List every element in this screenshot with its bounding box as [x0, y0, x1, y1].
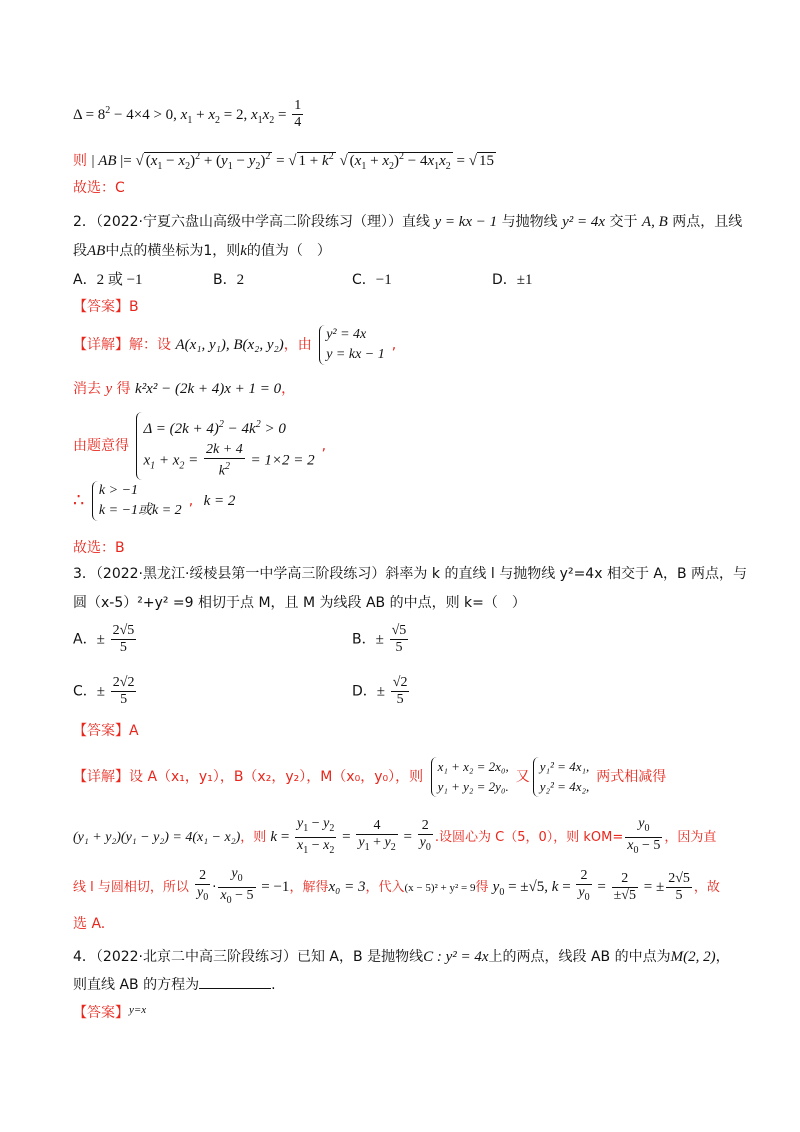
q3-stem-line1: 3．（2022·黑龙江·绥棱县第一中学高三阶段练习）斜率为 k 的直线 l 与抛物线 y²=4x 相交于 A，B 两点，与 [73, 566, 748, 582]
system-row: y² = 4x [326, 327, 367, 342]
system-row: $\Delta = (2k + 4)^2 - 4k^2 > 0$ [143, 419, 286, 437]
intro-ab-line [73, 146, 496, 178]
q3-stem-line2: 圆（x-5）²+y² =9 相切于点 M，且 M 为线段 AB 的中点，则 k=（ ） [73, 595, 526, 611]
delta-expression: $\Delta = 8^2 - 4\times 4 > 0$, $x_1 + x_2 = 2$, $x_1x_2$ = [73, 104, 291, 126]
option-label: A． [73, 272, 97, 288]
detail-end: ，因为直 [664, 829, 717, 845]
q2-text-d: 两点，且线 [672, 214, 743, 230]
system-row: k > −1 [98, 483, 139, 498]
q2-source: 2．（2022·宁夏六盘山高级中学高二阶段练习（理））直线 [73, 214, 430, 230]
q2-stem-line1 [73, 211, 742, 233]
option-value: 2 或 −1 [96, 272, 143, 288]
option-label: D． [352, 683, 377, 700]
eliminate-var: y [105, 381, 113, 397]
intro-delta-line [73, 98, 305, 132]
eliminate-equation: k²x² − (2k + 4)x + 1 = 0 [135, 381, 282, 397]
q4-answer [73, 999, 146, 1024]
answer-value: y=x [129, 1004, 147, 1016]
detail-text: ，则 [240, 829, 267, 845]
fraction-one-quarter: $\frac{1}{4}$ [294, 98, 302, 130]
q2-eliminate: 消去 y 得 k²x² − (2k + 4)x + 1 = 0， [73, 381, 296, 397]
intro-choice: 故选：C [73, 180, 125, 196]
q3-detail-line2 [73, 816, 716, 859]
q3-kom-fraction: $\frac{y_0}{x_0 - 5}$ [627, 816, 661, 856]
q2-k: k [240, 243, 247, 259]
q2-system-1 [319, 325, 389, 365]
q2-text-b: 与抛物线 [501, 214, 558, 230]
q2-therefore: ∴ k > −1 k = −1或k = 2 , k = 2 [73, 481, 235, 521]
detail-label: 【详解】 [73, 337, 129, 353]
option-label: B． [352, 631, 376, 648]
detail-de: 得 [475, 879, 489, 895]
q4-source: 4．（2022·北京二中高三阶段练习）已知 A，B 是抛物线 [73, 949, 424, 965]
q3-detail-line3: 线 l 与圆相切，所以 $\frac{2}{y_0}$ · $\frac{y_0}{x_0 - 5}$ = −1，解得x₀ = 3，代入(x − 5)² + y² = 9得 $y_0 = \pm√5$, k = $\frac{2}{y_0}$ = $\frac{2}{\pm√5}$ = ± $\frac{2√5}{5}$ ，故 [73, 866, 720, 909]
system-row: k = −1或k = 2 [98, 503, 182, 518]
q3-option-c: C．± $\frac{2√2}{5}$ [73, 675, 135, 707]
q2-detail-points: A(x₁, y₁), B(x₂, y₂) [175, 337, 284, 353]
detail-substitute: ，代入 [365, 879, 405, 895]
q2-meaning: 由题意得 $\Delta = (2k + 4)^2 - 4k^2 > 0$ $x_1 + x_2$ = $\frac{2k + 4}{k^2}$ = 1×2 = 2 , [73, 412, 326, 480]
q3-tangent-fraction-a: $\frac{2}{y_0}$ [197, 868, 209, 904]
q4-answer-blank[interactable] [199, 974, 271, 989]
q3-option-b: B．± $\frac{√5}{5}$ [352, 623, 407, 655]
system-row: y₁² = 4x₁, [539, 759, 590, 774]
q3-circle-equation: (x − 5)² + y² = 9 [404, 881, 476, 894]
q3-result: $y_0 = \pm√5$, k = $\frac{2}{y_0}$ = $\frac{2}{\pm√5}$ = ± $\frac{2√5}{5}$ [492, 868, 690, 904]
meaning-text: 由题意得 [73, 437, 129, 454]
detail-text: 设 A（x₁，y₁），B（x₂，y₂），M（x₀，y₀），则 [129, 769, 424, 785]
option-label: D． [492, 272, 517, 288]
q2-parabola-equation: y² = 4x [562, 214, 606, 230]
q2-points: A, B [641, 214, 668, 230]
answer-label: 【答案】 [73, 723, 129, 739]
detail-center: .设圆心为 C（5，0），则 kOM= [434, 829, 624, 845]
q2-choice: 故选：B [73, 540, 125, 556]
q2-option-c [352, 269, 392, 291]
q2-answer [73, 296, 139, 318]
option-label: A． [73, 631, 97, 648]
option-value: −1 [375, 272, 392, 288]
q4-stem-line1 [73, 946, 730, 968]
eliminate-text: 消去 [73, 381, 106, 397]
q3-option-a: A．± $\frac{2√5}{5}$ [73, 623, 135, 655]
q3-answer [73, 720, 139, 742]
option-value: 2 [236, 272, 245, 288]
detail-text-b: ，由 [283, 337, 312, 353]
therefore-icon: ∴ [73, 490, 85, 511]
system-row: x₁ + x₂ = 2x₀, [437, 759, 509, 774]
q2-text-mid: 中点的横坐标为1，则 [105, 243, 241, 259]
q2-option-b [213, 269, 244, 291]
q2-stem-line2 [73, 240, 331, 262]
q3-detail-line4: 选 A. [73, 916, 106, 932]
q4-midpoint: M(2, 2) [670, 949, 716, 965]
q2-meaning-system [136, 412, 318, 480]
detail-label: 【详解】 [73, 769, 129, 785]
q2-text-duan: 段 [73, 243, 87, 259]
eliminate-text-b: 得 [112, 381, 131, 397]
option-label: C． [73, 683, 97, 700]
q3-square-system [533, 757, 594, 797]
answer-value: B [129, 299, 139, 315]
q3-detail-line1 [73, 757, 666, 797]
q4-stem-line2 [73, 974, 276, 996]
option-value: ±1 [516, 272, 533, 288]
q2-option-a [73, 269, 143, 291]
system-row: $x_1 + x_2$ = $\frac{2k + 4}{k^2}$ = 1×2 = 2 [143, 442, 315, 479]
q2-text-c: 交于 [609, 214, 638, 230]
q3-sum-system [431, 757, 513, 797]
detail-text: 解：设 [129, 337, 171, 353]
q2-option-d [492, 269, 533, 291]
ab-formula: | AB |= √ $(x_1 - x_2)^2 + (y_1 - y_2)^2$ = √ $1 + k^2$ √ $(x_1 + x_2)^2 - 4x_1x_2$ = √ 15 [91, 151, 494, 172]
q3-tangent-fraction-b: $\frac{y_0}{x_0 - 5}$ [220, 866, 254, 906]
answer-label: 【答案】 [73, 1005, 129, 1021]
q2-segment: AB [87, 243, 106, 259]
q4-period: . [271, 977, 276, 993]
detail-you: 又 [515, 769, 530, 785]
q4-curve: C : y² = 4x [423, 949, 489, 965]
answer-value: A [129, 723, 139, 739]
q3-difference-equation: (y₁ + y₂)(y₁ − y₂) = 4(x₁ − x₂) [73, 829, 241, 845]
option-label: C． [352, 272, 376, 288]
q4-text-b: 上的两点，线段 AB 的中点为 [488, 949, 671, 965]
q3-slope-expression: k = $\frac{y_1 - y_2}{x_1 - x_2}$ = $\frac{4}{y_1 + y_2}$ = $\frac{2}{y_0}$ [270, 816, 431, 856]
detail-subtract: 两式相减得 [596, 769, 667, 785]
system-row: y₁ + y₂ = 2y₀. [437, 779, 509, 794]
q4-text-c: ， [715, 949, 730, 965]
q2-text-end: 的值为（ ） [246, 243, 331, 259]
q2-line-equation: y = kx − 1 [434, 214, 498, 230]
ab-prefix: 则 [73, 153, 87, 169]
q4-text-line2: 则直线 AB 的方程为 [73, 977, 200, 993]
q3-option-d: D．± $\frac{√2}{5}$ [352, 675, 408, 707]
q3-x0: x₀ = 3 [328, 878, 366, 895]
detail-solve: ，解得 [289, 879, 329, 895]
detail-gu: ，故 [693, 879, 720, 895]
detail-text: 线 l 与圆相切，所以 [73, 879, 189, 895]
system-row: y = kx − 1 [326, 347, 385, 362]
option-label: B． [213, 272, 237, 288]
therefore-result: k = 2 [203, 493, 236, 509]
answer-label: 【答案】 [73, 299, 129, 315]
q2-detail: 【详解】解：设 A(x₁, y₁), B(x₂, y₂)，由 y² = 4x y = kx − 1 , [73, 325, 396, 365]
q2-therefore-system [92, 481, 186, 521]
system-row: y₂² = 4x₂, [539, 779, 590, 794]
